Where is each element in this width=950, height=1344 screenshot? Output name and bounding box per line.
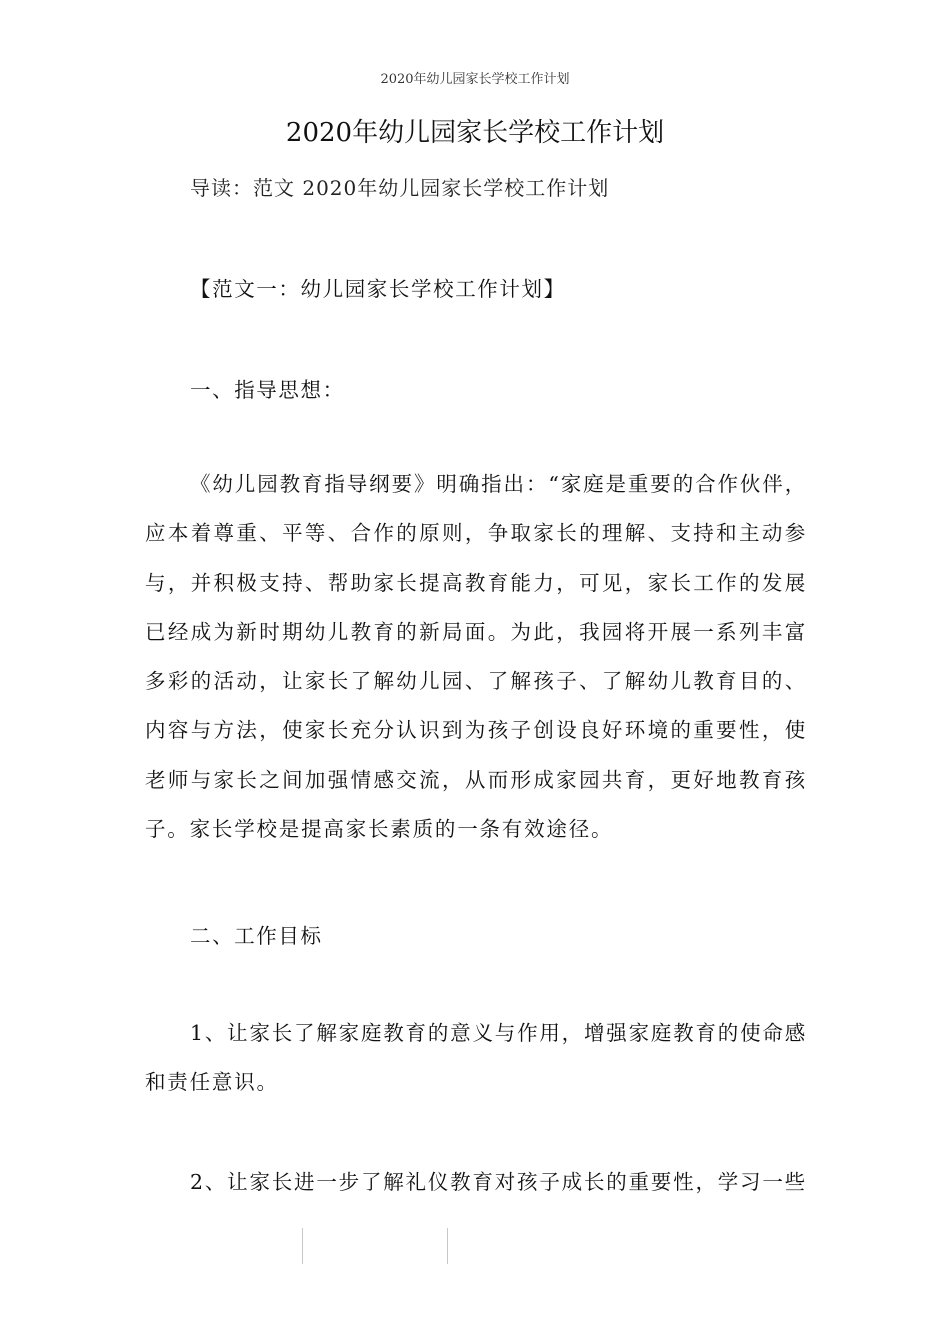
intro-line: 导读：范文 2020年幼儿园家长学校工作计划 (190, 176, 610, 200)
paragraph-guiding-ideology: 《幼儿园教育指导纲要》明确指出：“家庭是重要的合作伙伴，应本着尊重、平等、合作的原则，争取家长的理解、支持和主动参与，并积极支持、帮助家长提高教育能力，可见，家长工作的发展已经成为新时期幼儿教育的新局面。为此，我园将开展一系列丰富多彩的活动，让家长了解幼儿园、了解孩子、了解幼儿教育目的、内容与方法，使家长充分认识到为孩子创设良好环境的重要性，使老师与家长之间加强情感交流，从而形成家园共育，更好地教育孩子。家长学校是提高家长素质的一条有效途径。 (145, 472, 807, 842)
running-header: 2020年幼儿园家长学校工作计划 (380, 72, 570, 87)
list-item-goal-2: 2、让家长进一步了解礼仪教育对孩子成长的重要性，学习一些 (190, 1170, 807, 1194)
page-break-marker-left (302, 1228, 303, 1264)
page-break-marker-right (447, 1228, 448, 1264)
section-heading-work-goals: 二、工作目标 (190, 924, 323, 948)
sample-heading: 【范文一：幼儿园家长学校工作计划】 (190, 277, 566, 301)
list-item-goal-1: 1、让家长了解家庭教育的意义与作用，增强家庭教育的使命感和责任意识。 (145, 1021, 807, 1095)
section-heading-guiding-ideology: 一、指导思想： (190, 378, 345, 402)
document-title: 2020年幼儿园家长学校工作计划 (285, 118, 665, 148)
